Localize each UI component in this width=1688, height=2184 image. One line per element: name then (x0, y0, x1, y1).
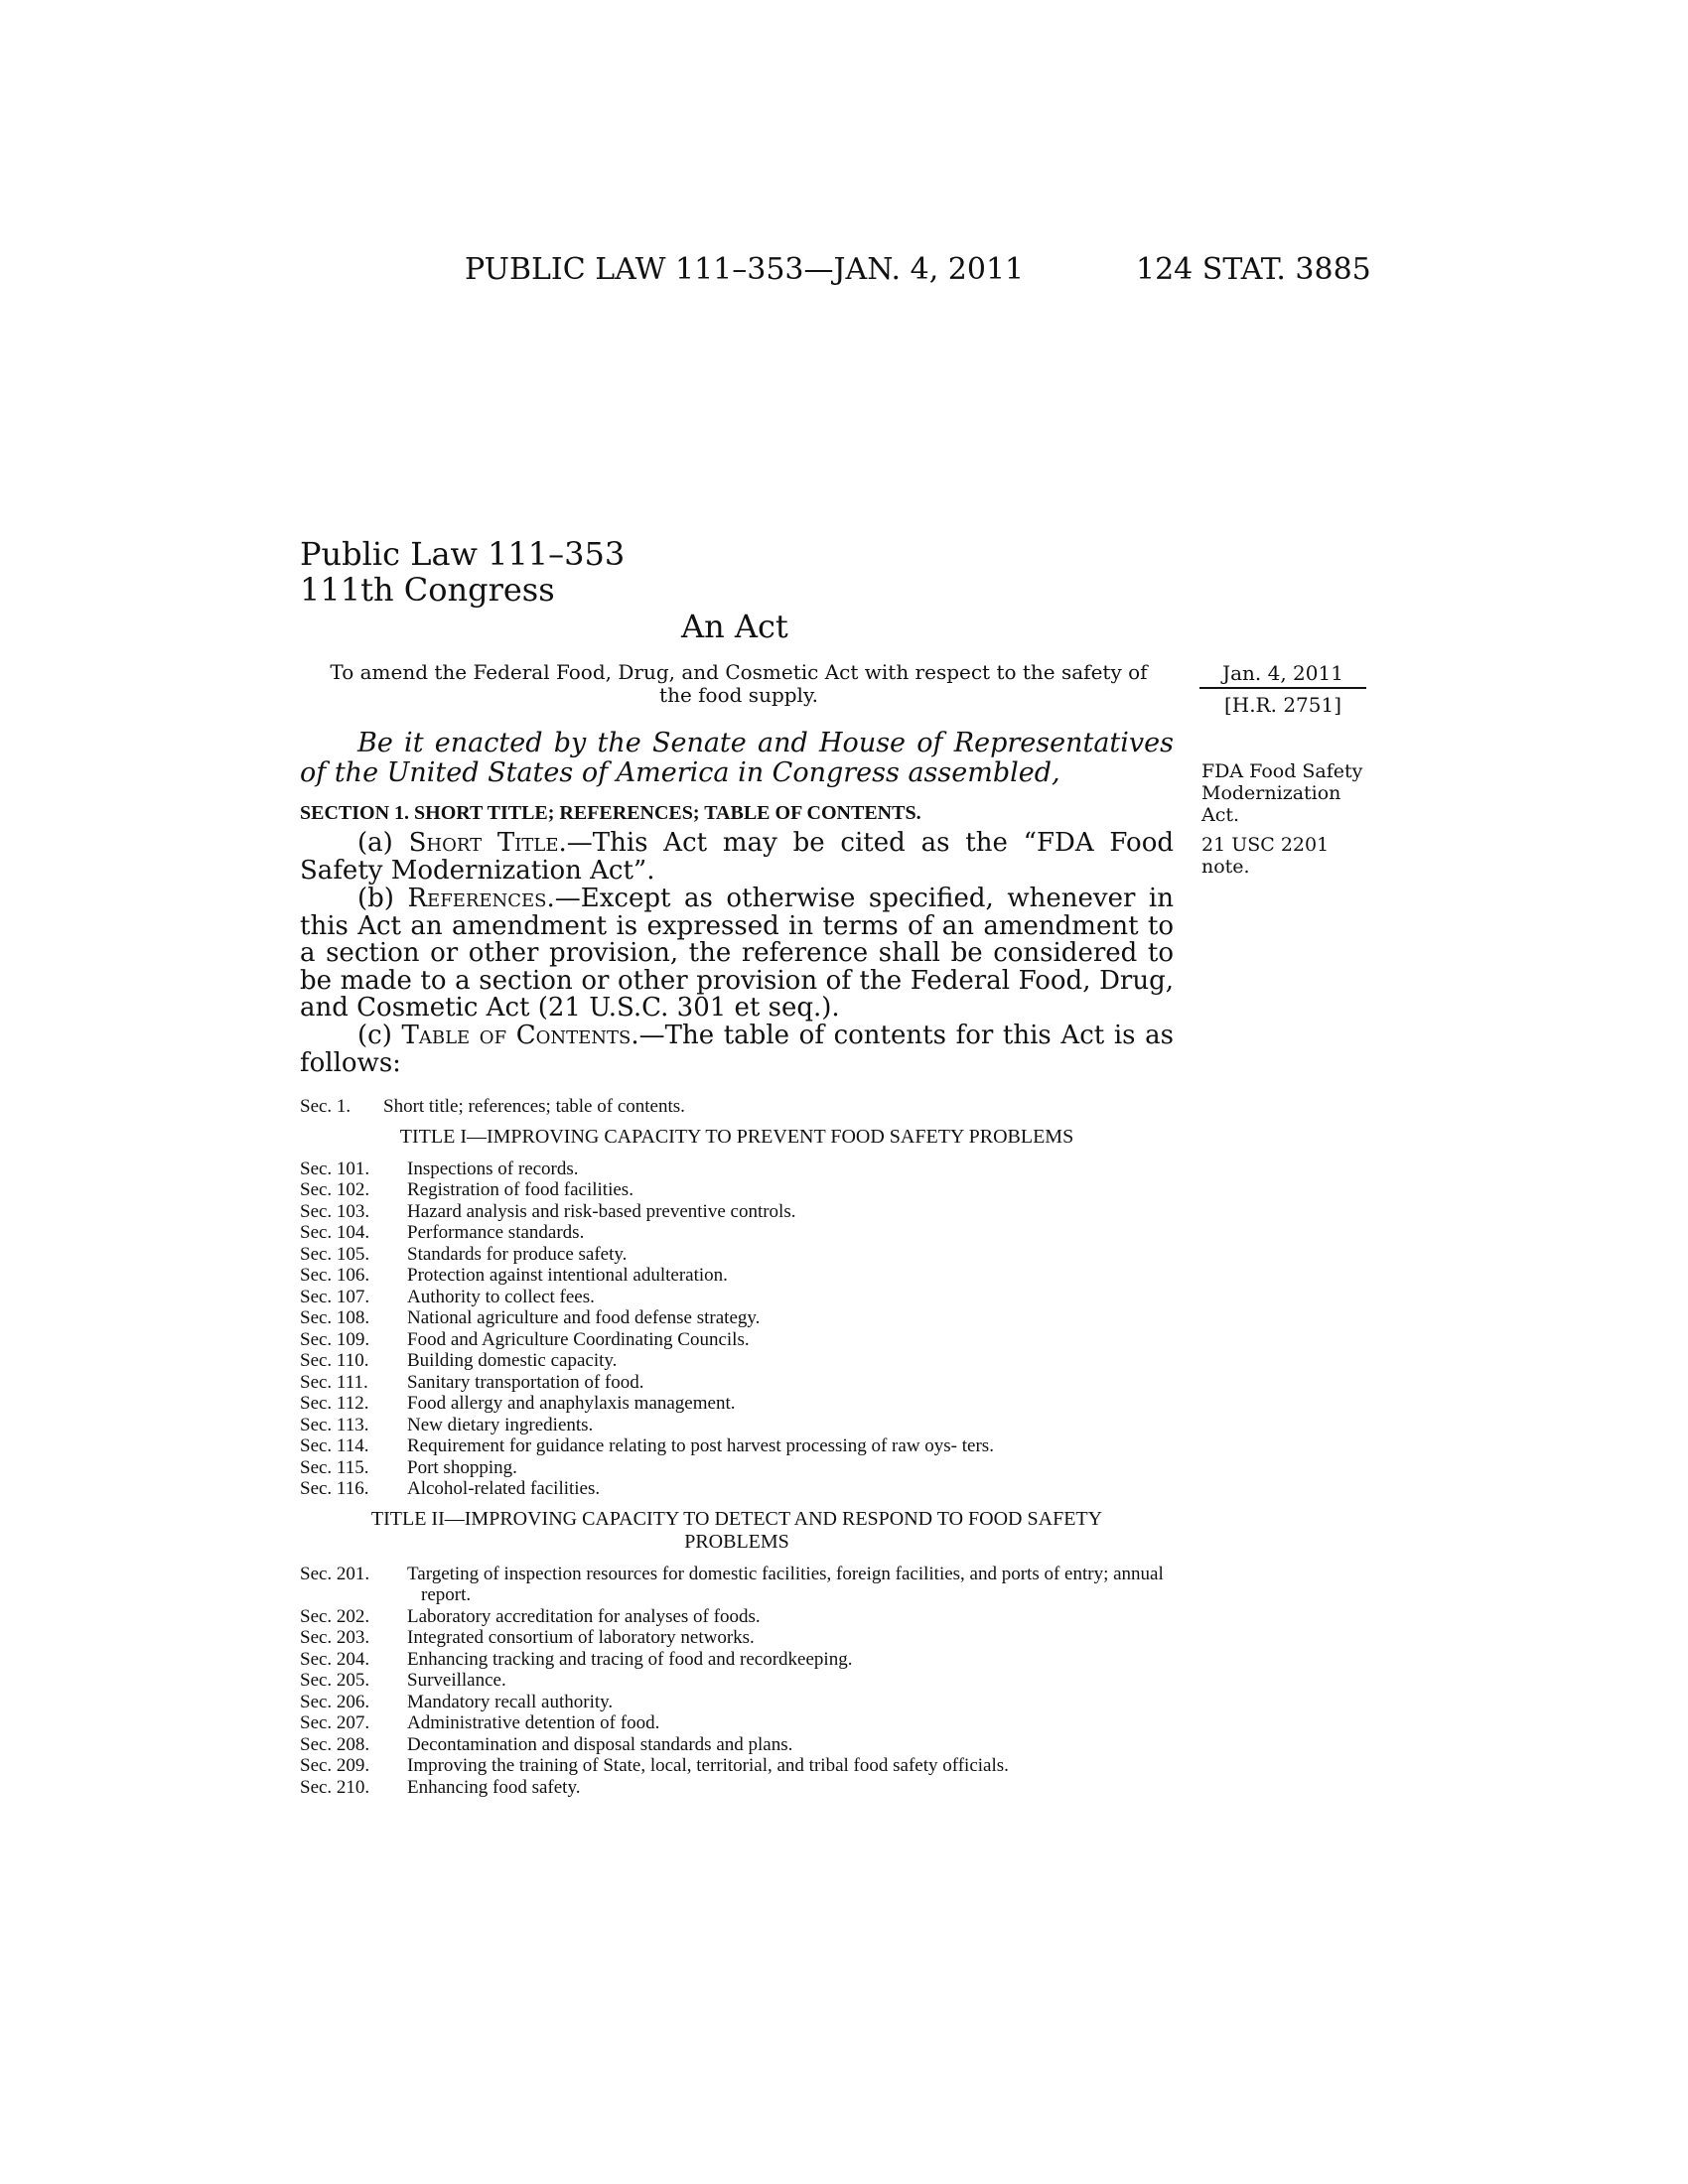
toc-section-number: Sec. 101. (300, 1158, 370, 1179)
toc-entry (300, 1307, 1174, 1329)
toc-section-number: Sec. 206. (300, 1691, 370, 1712)
paragraph-caption: References (407, 884, 547, 913)
toc-section-title: Performance standards. (407, 1222, 585, 1243)
toc-entry (300, 1415, 1174, 1436)
toc-section-number: Sec. 204. (300, 1648, 370, 1670)
toc-section-number: Sec. 1. (300, 1096, 352, 1117)
toc-entry (300, 1670, 1174, 1692)
toc-entry (300, 1755, 1174, 1777)
paragraph-caption: Short Title (408, 828, 559, 858)
toc-section-title: Enhancing tracking and tracing of food and recordkeeping. (407, 1648, 853, 1670)
toc-entry (300, 1287, 1174, 1308)
toc-entry (300, 1564, 1174, 1606)
paragraph-text: .—The table of contents for this Act is as follows: (300, 1021, 1174, 1078)
toc-section-number: Sec. 107. (300, 1286, 370, 1307)
toc-entry (300, 1692, 1174, 1713)
toc-entry (300, 1734, 1174, 1756)
toc-entry (300, 1649, 1174, 1671)
toc-section-number: Sec. 115. (300, 1456, 369, 1478)
toc-section-title: Port shopping. (407, 1456, 517, 1478)
paragraph-table-of-contents (300, 1023, 1174, 1077)
toc-section-title: New dietary ingredients. (407, 1414, 594, 1435)
toc-section-title: Decontamination and disposal standards and plans. (407, 1733, 793, 1755)
toc-section-title: Targeting of inspection resources for domestic facilities, foreign facilities, and ports of entry; annual report. (407, 1563, 1164, 1605)
toc-section-title: Surveillance. (407, 1670, 506, 1691)
margin-note-usc: 21 USC 2201 note. (1201, 834, 1330, 878)
toc-entry (300, 1457, 1174, 1479)
toc-entry (300, 1606, 1174, 1628)
toc-section-title: Integrated consortium of laboratory networks. (407, 1627, 755, 1648)
toc-entry (300, 1478, 1174, 1500)
act-heading: An Act (681, 608, 788, 645)
table-of-contents (300, 1096, 1174, 1798)
toc-section-number: Sec. 203. (300, 1627, 370, 1648)
toc-section-number: Sec. 116. (300, 1478, 369, 1499)
toc-entry (300, 1244, 1174, 1266)
toc-section-title: Protection against intentional adulteration. (407, 1265, 728, 1286)
toc-entry (300, 1350, 1174, 1372)
toc-section-title: Food allergy and anaphylaxis management. (407, 1393, 736, 1414)
toc-entry (300, 1393, 1174, 1415)
toc-section-number: Sec. 202. (300, 1605, 370, 1627)
toc-title-heading: TITLE I—IMPROVING CAPACITY TO PREVENT FOOD SAFETY PROBLEMS (399, 1125, 1074, 1148)
paragraph-text: .—This Act may be cited as the “FDA Food Safety Modernization Act”. (300, 828, 1174, 886)
paragraph-caption: Table of Contents (401, 1021, 632, 1050)
toc-section-number: Sec. 110. (300, 1350, 369, 1371)
paragraph-short-title (300, 830, 1174, 885)
toc-section-number: Sec. 104. (300, 1222, 370, 1243)
paragraph-label: (b) (357, 884, 408, 913)
toc-section-number: Sec. 111. (300, 1371, 368, 1393)
toc-section-title: Alcohol-related facilities. (407, 1478, 601, 1499)
toc-section-title: Hazard analysis and risk-based preventive controls. (407, 1200, 796, 1222)
toc-section-number: Sec. 207. (300, 1712, 370, 1733)
toc-section-title: Short title; references; table of contents. (383, 1096, 685, 1117)
enacting-clause: Be it enacted by the Senate and House of Representatives of the United States of America in Congress assembled, (300, 728, 1174, 788)
toc-entry (300, 1159, 1174, 1180)
toc-section-number: Sec. 205. (300, 1670, 370, 1691)
toc-section-number: Sec. 109. (300, 1328, 370, 1350)
running-head: PUBLIC LAW 111–353—JAN. 4, 2011 (465, 252, 1025, 287)
toc-section-number: Sec. 108. (300, 1307, 370, 1328)
toc-section-number: Sec. 114. (300, 1435, 369, 1456)
toc-section-number: Sec. 106. (300, 1265, 370, 1286)
toc-section-title: Registration of food facilities. (407, 1179, 633, 1200)
toc-section-number: Sec. 208. (300, 1733, 370, 1755)
paragraph-references (300, 886, 1174, 1023)
sidebar-bill-number: [H.R. 2751] (1223, 693, 1342, 717)
law-number: Public Law 111–353 (300, 535, 626, 573)
toc-section-number: Sec. 102. (300, 1179, 370, 1200)
toc-section-number: Sec. 105. (300, 1243, 370, 1265)
toc-entry (300, 1372, 1174, 1394)
toc-entry (300, 1222, 1174, 1244)
toc-entry (300, 1777, 1174, 1799)
toc-section-title: Standards for produce safety. (407, 1243, 628, 1265)
toc-title-heading: TITLE II—IMPROVING CAPACITY TO DETECT AND RESPOND TO FOOD SAFETY PROBLEMS (370, 1507, 1103, 1553)
toc-section-number: Sec. 103. (300, 1200, 370, 1222)
toc-title-2-list (300, 1564, 1174, 1799)
toc-section-number: Sec. 209. (300, 1755, 370, 1776)
toc-entry (300, 1201, 1174, 1223)
toc-entry (300, 1179, 1174, 1201)
toc-section-number: Sec. 113. (300, 1414, 369, 1435)
toc-section-title: Improving the training of State, local, territorial, and tribal food safety officials. (407, 1755, 1009, 1776)
page-reference: 124 STAT. 3885 (1136, 252, 1371, 287)
congress-number: 111th Congress (300, 571, 555, 609)
toc-section-title: Enhancing food safety. (407, 1776, 581, 1798)
sidebar-divider (1199, 687, 1366, 689)
section-heading: SECTION 1. SHORT TITLE; REFERENCES; TABLE OF CONTENTS. (300, 802, 921, 824)
toc-entry (300, 1435, 1174, 1457)
paragraph-label: (c) (357, 1021, 402, 1050)
act-purpose: To amend the Federal Food, Drug, and Cosmetic Act with respect to the safety of the food supply. (330, 660, 1148, 707)
toc-entry (300, 1712, 1174, 1734)
toc-entry (300, 1265, 1174, 1287)
toc-section-title: Administrative detention of food. (407, 1712, 660, 1733)
toc-section-title: Laboratory accreditation for analyses of foods. (407, 1605, 761, 1627)
toc-section-number: Sec. 201. (300, 1563, 370, 1584)
toc-section-title: National agriculture and food defense strategy. (407, 1307, 761, 1328)
paragraph-label: (a) (357, 828, 409, 858)
law-title (300, 536, 625, 608)
sidebar-date: Jan. 4, 2011 (1222, 661, 1343, 685)
margin-note-short-title: FDA Food Safety Modernization Act. (1201, 760, 1363, 826)
toc-section-number: Sec. 210. (300, 1776, 370, 1798)
toc-section-title: Sanitary transportation of food. (407, 1371, 644, 1393)
toc-section-title: Mandatory recall authority. (407, 1691, 614, 1712)
toc-section-title: Food and Agriculture Coordinating Councils. (407, 1328, 750, 1350)
toc-section-title: Authority to collect fees. (407, 1286, 595, 1307)
toc-section-title: Building domestic capacity. (407, 1350, 618, 1371)
toc-section-title: Requirement for guidance relating to post harvest processing of raw oys- ters. (407, 1435, 994, 1456)
toc-entry (300, 1627, 1174, 1649)
toc-section-title: Inspections of records. (407, 1158, 579, 1179)
paragraph-text: .—Except as otherwise specified, whenever in this Act an amendment is expressed in terms of an amendment to a section or other provision, the reference shall be considered to be made to a section or other provision of the Federal Food, Drug, and Cosmetic Act (21 U.S.C. 301 et seq.). (300, 884, 1174, 1023)
toc-entry (300, 1329, 1174, 1351)
toc-section-number: Sec. 112. (300, 1393, 369, 1414)
toc-title-1-list (300, 1159, 1174, 1500)
toc-entry (300, 1096, 1174, 1118)
